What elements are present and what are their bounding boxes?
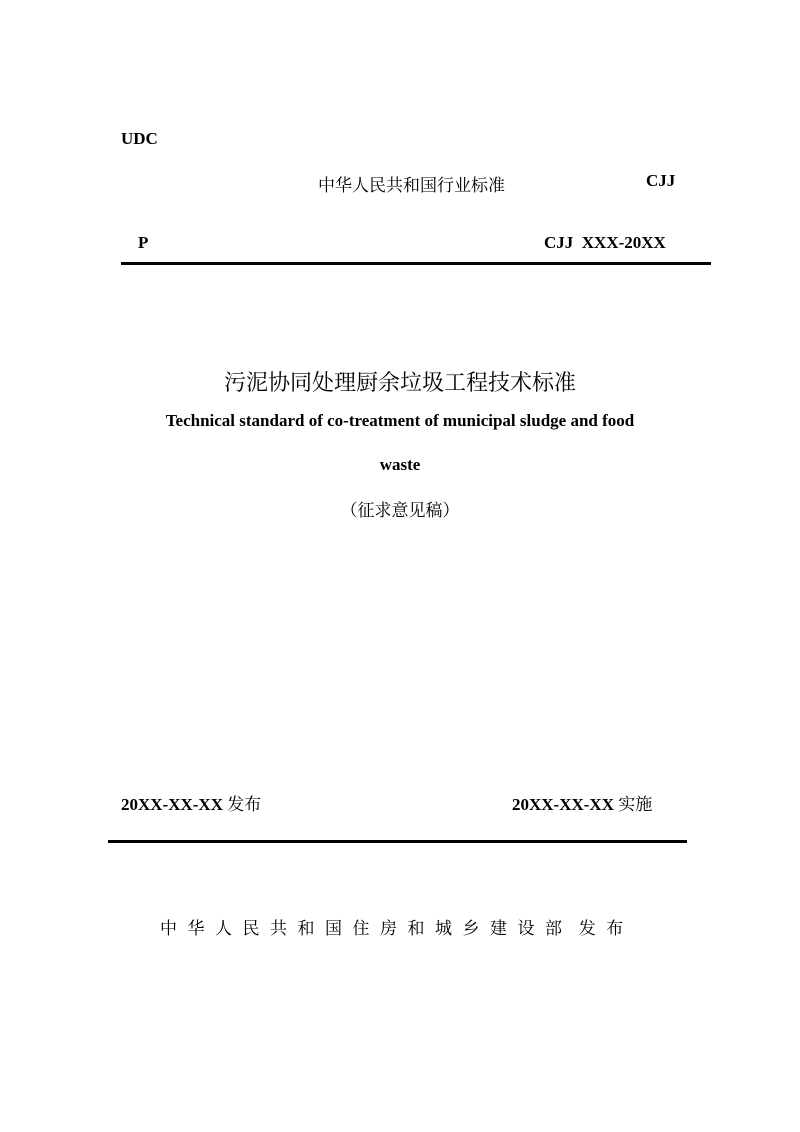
publish-date-row bbox=[121, 790, 261, 815]
effective-date: 20XX-XX-XX bbox=[512, 795, 614, 814]
title-chinese: 污泥协同处理厨余垃圾工程技术标准 bbox=[223, 371, 576, 396]
title-english-line2: waste bbox=[379, 455, 421, 474]
classification-code: P bbox=[138, 233, 149, 252]
issuer-row bbox=[160, 914, 634, 939]
header-divider bbox=[121, 262, 711, 265]
title-english-line1: Technical standard of co-treatment of municipal sludge and food bbox=[165, 411, 635, 430]
issuer: 中华人民共和国住房和城乡建设部 bbox=[160, 919, 573, 939]
publish-label: 发布 bbox=[227, 795, 262, 815]
effective-date-row bbox=[512, 790, 652, 815]
udc-label: UDC bbox=[121, 129, 158, 148]
effective-label: 实施 bbox=[618, 795, 653, 815]
draft-status: （征求意见稿） bbox=[340, 501, 460, 521]
publish-date: 20XX-XX-XX bbox=[121, 795, 223, 814]
issue-label: 发布 bbox=[578, 919, 634, 939]
standard-code: CJJ bbox=[646, 171, 676, 190]
standard-number: CJJ XXX-20XX bbox=[544, 233, 666, 252]
standard-type: 中华人民共和国行业标准 bbox=[318, 176, 505, 196]
footer-divider bbox=[108, 840, 687, 843]
